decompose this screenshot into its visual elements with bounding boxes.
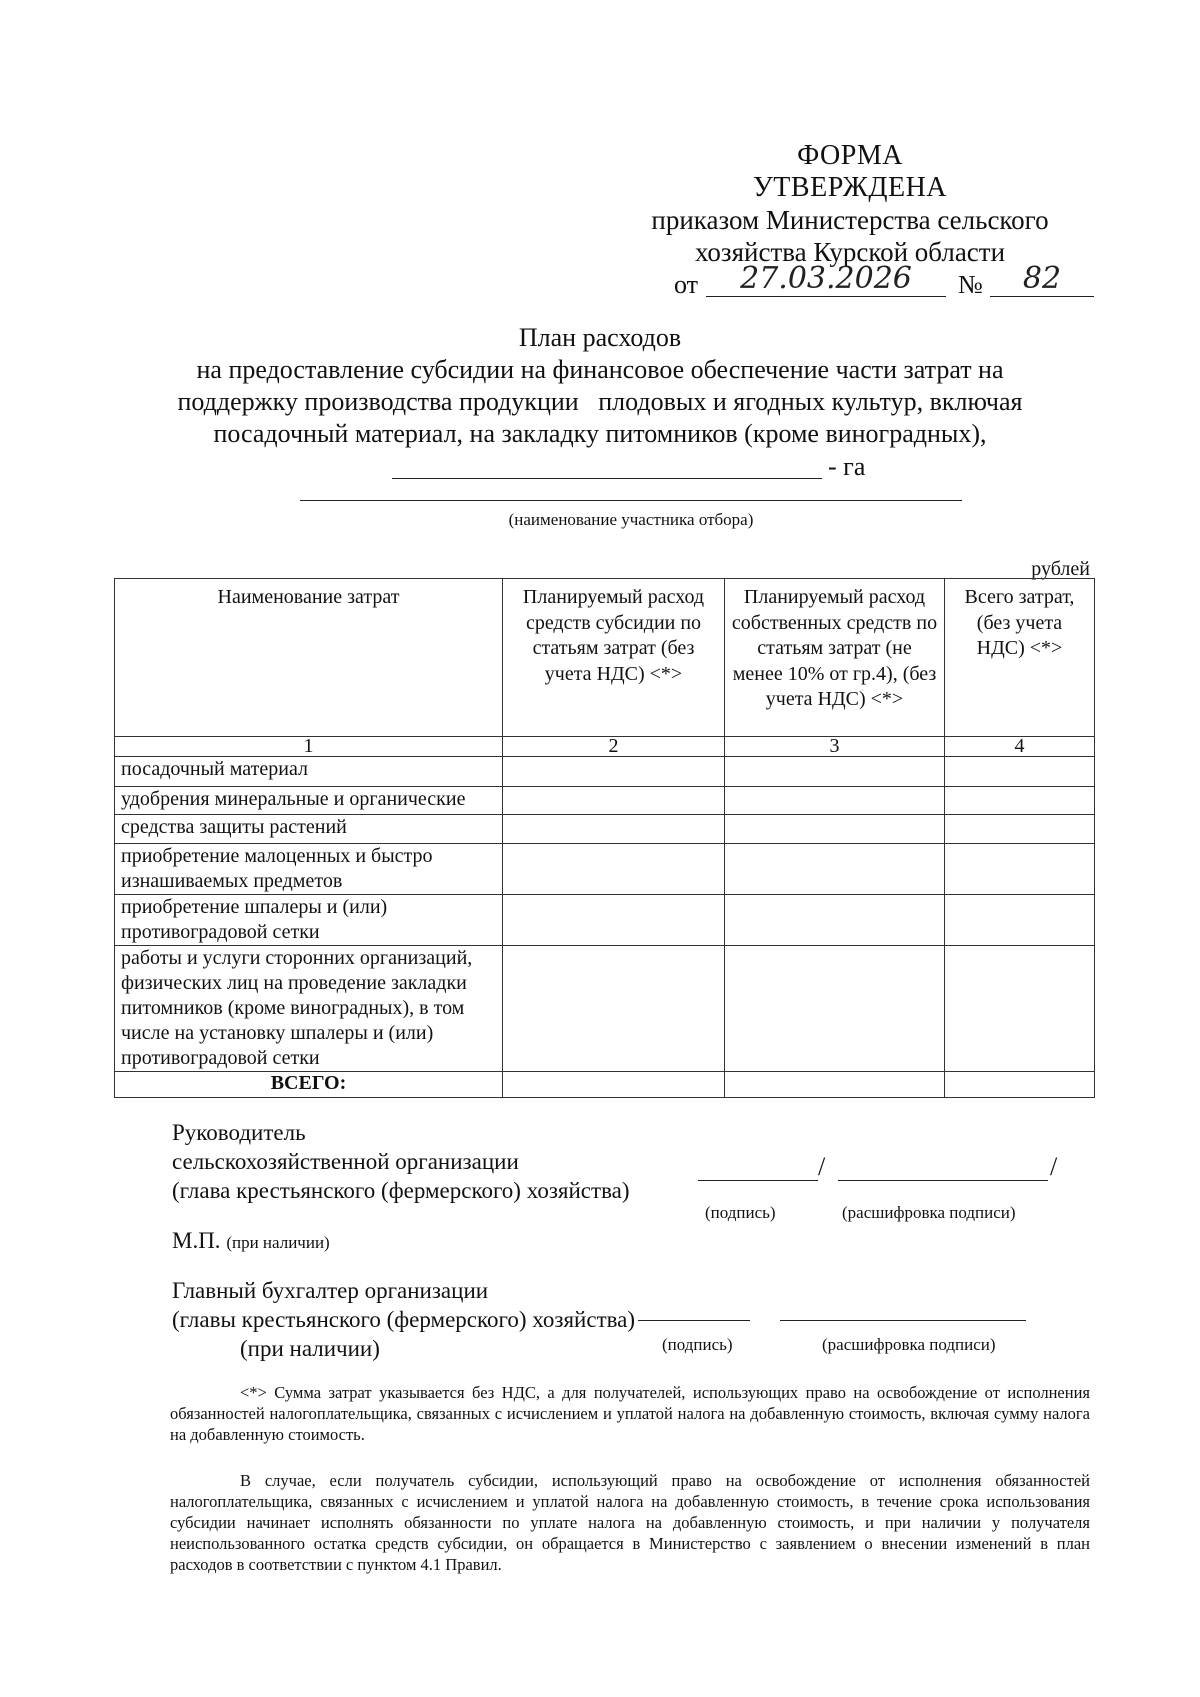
expense-plan-table bbox=[114, 578, 1095, 1098]
column-number: 2 bbox=[503, 737, 725, 757]
cell-own-funds bbox=[725, 757, 945, 787]
cell-own-funds bbox=[725, 1072, 945, 1098]
participant-blank bbox=[300, 500, 962, 501]
head-decoding-blank bbox=[838, 1180, 1048, 1181]
cell-subsidy bbox=[503, 1072, 725, 1098]
title-line2: на предоставление субсидии на финансовое обеспечение части затрат на bbox=[196, 355, 1004, 384]
document-title bbox=[150, 322, 1050, 450]
accountant-line2: (главы крестьянского (фермерского) хозяйства) bbox=[172, 1307, 636, 1332]
participant-caption: (наименование участника отбора) bbox=[508, 510, 754, 529]
header-subsidy: Планируемый расход средств субсидии по статьям затрат (без учета НДС) <*> bbox=[503, 579, 725, 737]
cost-item-trellis-net: приобретение шпалеры и (или) противоградовой сетки bbox=[115, 895, 503, 946]
cell-total bbox=[945, 895, 1095, 946]
head-signature-caption: (подпись) bbox=[705, 1203, 776, 1222]
table-row bbox=[115, 815, 1095, 844]
cost-item-third-party-services: работы и услуги сторонних организаций, физических лиц на проведение закладки питомников (кроме виноградных), в том числе на установку шпалеры и (или) противоградовой сетки bbox=[115, 946, 503, 1072]
table-row bbox=[115, 757, 1095, 787]
cell-subsidy bbox=[503, 895, 725, 946]
header-total: Всего затрат, (без учета НДС) <*> bbox=[945, 579, 1095, 737]
head-signature-blank bbox=[698, 1180, 818, 1181]
accountant-signature-caption: (подпись) bbox=[662, 1335, 733, 1354]
cell-own-funds bbox=[725, 787, 945, 815]
cell-own-funds bbox=[725, 895, 945, 946]
cost-item-planting-material: посадочный материал bbox=[115, 757, 503, 787]
date-prefix: от bbox=[674, 270, 699, 299]
table-row bbox=[115, 787, 1095, 815]
column-number-row bbox=[115, 737, 1095, 757]
table-row bbox=[115, 895, 1095, 946]
area-unit: - га bbox=[828, 452, 866, 481]
footnote-vat: <*> Сумма затрат указывается без НДС, а для получателей, использующих право на освобождение от исполнения обязанностей налогоплательщика, связанных с исчислением и уплатой налога на добавленную стоимость, включая сумму налога на добавленную стоимость. bbox=[170, 1383, 1090, 1444]
area-blank bbox=[392, 450, 822, 479]
cell-total bbox=[945, 815, 1095, 844]
slash-separator: / bbox=[1050, 1152, 1058, 1181]
accountant-signature-blank bbox=[638, 1320, 750, 1321]
header-own-funds: Планируемый расход собственных средств по статьям затрат (не менее 10% от гр.4), (без учета НДС) <*> bbox=[725, 579, 945, 737]
table-header-row bbox=[115, 579, 1095, 737]
order-date-number-line bbox=[674, 261, 1094, 300]
table-row bbox=[115, 946, 1095, 1072]
seal-note: (при наличии) bbox=[226, 1233, 330, 1252]
accountant-decoding-caption: (расшифровка подписи) bbox=[822, 1335, 996, 1354]
cell-subsidy bbox=[503, 815, 725, 844]
cell-own-funds bbox=[725, 815, 945, 844]
cost-item-low-value-items: приобретение малоценных и быстро изнашиваемых предметов bbox=[115, 844, 503, 895]
handwritten-number: 82 bbox=[1022, 261, 1062, 296]
cell-total bbox=[945, 946, 1095, 1072]
cell-subsidy bbox=[503, 946, 725, 1072]
currency-label: рублей bbox=[1031, 558, 1090, 580]
column-number: 1 bbox=[115, 737, 503, 757]
column-number: 3 bbox=[725, 737, 945, 757]
accountant-note: (при наличии) bbox=[240, 1336, 380, 1361]
title-line4: посадочный материал, на закладку питомников (кроме виноградных), bbox=[213, 419, 987, 448]
cost-item-plant-protection: средства защиты растений bbox=[115, 815, 503, 844]
cell-subsidy bbox=[503, 844, 725, 895]
order-line2: хозяйства Курской области bbox=[694, 237, 1006, 267]
handwritten-date: 27.03.2026 bbox=[740, 261, 912, 296]
header-cost-name: Наименование затрат bbox=[115, 579, 503, 737]
cell-subsidy bbox=[503, 757, 725, 787]
order-line1: приказом Министерства сельского bbox=[651, 205, 1049, 235]
table-total-row bbox=[115, 1072, 1095, 1098]
accountant-signature-block bbox=[172, 1276, 635, 1363]
form-label: ФОРМА bbox=[797, 140, 903, 171]
head-line3: (глава крестьянского (фермерского) хозяйства) bbox=[172, 1178, 630, 1203]
number-prefix: № bbox=[958, 270, 983, 299]
head-line2: сельскохозяйственной организации bbox=[172, 1149, 519, 1174]
head-line1: Руководитель bbox=[172, 1120, 306, 1145]
accountant-line1: Главный бухгалтер организации bbox=[172, 1278, 489, 1303]
cell-total bbox=[945, 844, 1095, 895]
date-blank bbox=[706, 261, 946, 297]
column-number: 4 bbox=[945, 737, 1095, 757]
head-signature-block bbox=[172, 1118, 630, 1205]
title-line1: План расходов bbox=[518, 323, 682, 352]
cell-total bbox=[945, 757, 1095, 787]
cell-own-funds bbox=[725, 946, 945, 1072]
cost-item-fertilizers: удобрения минеральные и органические bbox=[115, 787, 503, 815]
title-line3: поддержку производства продукции плодовых и ягодных культур, включая bbox=[177, 387, 1023, 416]
slash-separator: / bbox=[818, 1152, 826, 1181]
cell-own-funds bbox=[725, 844, 945, 895]
footnote-unused-balance: В случае, если получатель субсидии, использующий право на освобождение от исполнения обязанностей налогоплательщика, связанных с исчислением и уплатой налога на добавленную стоимость, в течение срока использования субсидии начинает исполнять обязанности по уплате налога на добавленную стоимость, и при наличии у получателя неиспользованного остатка средств субсидии, он обращается в Министерство с заявлением о внесении изменений в план расходов в соответствии с пунктом 4.1 Правил. bbox=[170, 1471, 1090, 1574]
accountant-decoding-blank bbox=[780, 1320, 1026, 1321]
area-line bbox=[392, 450, 872, 480]
cell-total bbox=[945, 787, 1095, 815]
number-blank bbox=[990, 261, 1094, 297]
cell-subsidy bbox=[503, 787, 725, 815]
approval-block bbox=[640, 140, 1060, 268]
seal-label: М.П. bbox=[172, 1228, 221, 1253]
seal-line bbox=[172, 1226, 330, 1257]
total-label: ВСЕГО: bbox=[115, 1072, 503, 1098]
head-decoding-caption: (расшифровка подписи) bbox=[842, 1203, 1016, 1222]
table-row bbox=[115, 844, 1095, 895]
approved-label: УТВЕРЖДЕНА bbox=[752, 172, 948, 203]
cell-total bbox=[945, 1072, 1095, 1098]
